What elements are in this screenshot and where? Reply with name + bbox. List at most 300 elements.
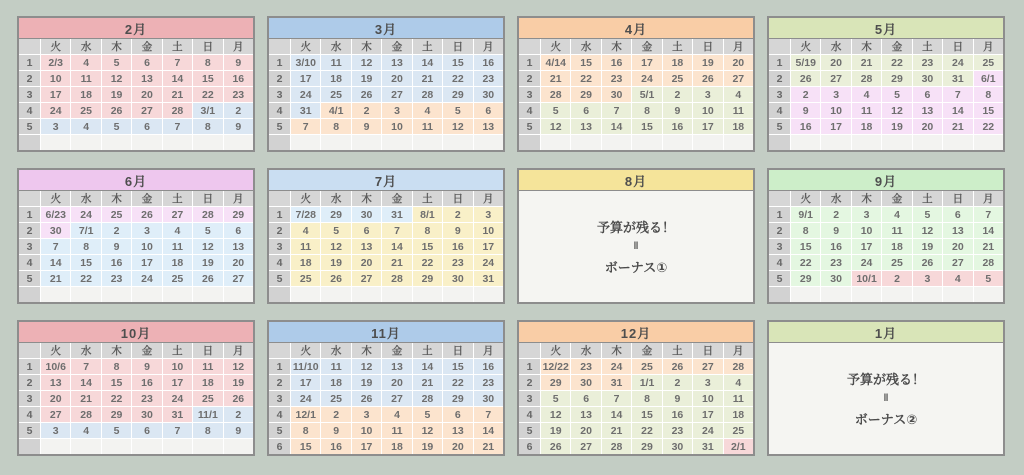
date-cell: 29 bbox=[321, 207, 350, 222]
date-cell: 27 bbox=[382, 391, 411, 406]
date-cell: 3 bbox=[382, 103, 411, 118]
date-cell: 18 bbox=[724, 407, 753, 422]
day-header-cell: 日 bbox=[943, 39, 972, 54]
date-cell: 28 bbox=[71, 407, 100, 422]
empty-cell bbox=[852, 287, 881, 302]
empty-cell bbox=[413, 287, 442, 302]
date-cell: 28 bbox=[413, 391, 442, 406]
note-line: 予算が残る！ bbox=[846, 372, 925, 387]
oct-month-header bbox=[19, 322, 253, 343]
date-cell: 30 bbox=[602, 87, 631, 102]
date-cell: 16 bbox=[443, 239, 472, 254]
date-cell: 15 bbox=[632, 119, 661, 134]
day-header-cell: 月 bbox=[474, 343, 503, 358]
day-header-cell: 日 bbox=[443, 39, 472, 54]
day-header-cell: 水 bbox=[321, 343, 350, 358]
day-header-cell: 火 bbox=[41, 191, 70, 206]
date-cell: 29 bbox=[571, 87, 600, 102]
date-cell: 22 bbox=[571, 71, 600, 86]
month-title: 7月 bbox=[374, 173, 398, 189]
date-cell: 16 bbox=[132, 375, 161, 390]
date-cell: 11 bbox=[163, 239, 192, 254]
day-header-cell: 日 bbox=[693, 39, 722, 54]
week-number-cell: 3 bbox=[19, 239, 40, 254]
date-cell: 2 bbox=[663, 87, 692, 102]
date-cell: 19 bbox=[321, 255, 350, 270]
week-number-cell: 3 bbox=[269, 391, 290, 406]
date-cell: 12 bbox=[224, 359, 253, 374]
date-cell: 9 bbox=[443, 223, 472, 238]
day-header-cell: 木 bbox=[102, 191, 131, 206]
empty-cell bbox=[193, 135, 222, 150]
week-number-cell: 1 bbox=[19, 359, 40, 374]
oct-table bbox=[19, 343, 253, 454]
date-cell: 2 bbox=[443, 207, 472, 222]
date-cell: 27 bbox=[693, 359, 722, 374]
empty-cell bbox=[132, 439, 161, 454]
date-cell: 10 bbox=[41, 71, 70, 86]
date-cell: 17 bbox=[132, 255, 161, 270]
empty-cell bbox=[41, 135, 70, 150]
corner-cell bbox=[19, 343, 40, 358]
empty-cell bbox=[821, 135, 850, 150]
empty-cell bbox=[474, 135, 503, 150]
empty-cell bbox=[382, 135, 411, 150]
date-cell: 18 bbox=[321, 71, 350, 86]
date-cell: 7 bbox=[71, 359, 100, 374]
date-cell: 10 bbox=[132, 239, 161, 254]
date-cell: 26 bbox=[693, 71, 722, 86]
date-cell: 11 bbox=[413, 119, 442, 134]
date-cell: 21 bbox=[413, 71, 442, 86]
day-header-cell: 土 bbox=[913, 39, 942, 54]
date-cell: 18 bbox=[724, 119, 753, 134]
date-cell: 29 bbox=[443, 391, 472, 406]
empty-cell bbox=[163, 439, 192, 454]
date-cell: 26 bbox=[102, 103, 131, 118]
date-cell: 4 bbox=[71, 119, 100, 134]
date-cell: 10 bbox=[852, 223, 881, 238]
date-cell: 22 bbox=[974, 119, 1003, 134]
date-cell: 10/1 bbox=[852, 271, 881, 286]
date-cell: 23 bbox=[443, 255, 472, 270]
calendar-mar bbox=[267, 16, 505, 152]
date-cell: 2 bbox=[663, 375, 692, 390]
date-cell: 5 bbox=[541, 103, 570, 118]
day-header-cell: 木 bbox=[852, 39, 881, 54]
may-table bbox=[769, 39, 1003, 150]
day-header-cell: 日 bbox=[693, 343, 722, 358]
date-cell: 7/1 bbox=[71, 223, 100, 238]
mar-table bbox=[269, 39, 503, 150]
date-cell: 14 bbox=[413, 359, 442, 374]
week-number-cell: 1 bbox=[519, 55, 540, 70]
empty-cell bbox=[663, 135, 692, 150]
date-cell: 16 bbox=[102, 255, 131, 270]
day-header-cell: 日 bbox=[443, 191, 472, 206]
date-cell: 8 bbox=[193, 423, 222, 438]
jan-note bbox=[769, 343, 1003, 454]
day-header-cell: 月 bbox=[224, 39, 253, 54]
date-cell: 8 bbox=[791, 223, 820, 238]
calendar-jan bbox=[767, 320, 1005, 456]
date-cell: 2 bbox=[791, 87, 820, 102]
date-cell: 4/14 bbox=[541, 55, 570, 70]
empty-cell bbox=[193, 287, 222, 302]
day-header-cell: 火 bbox=[291, 343, 320, 358]
day-header-cell: 木 bbox=[852, 191, 881, 206]
day-header-cell: 火 bbox=[541, 39, 570, 54]
week-number-cell bbox=[269, 135, 290, 150]
empty-cell bbox=[102, 439, 131, 454]
date-cell: 27 bbox=[132, 103, 161, 118]
date-cell: 1/1 bbox=[632, 375, 661, 390]
date-cell: 2 bbox=[321, 407, 350, 422]
date-cell: 25 bbox=[321, 391, 350, 406]
calendar-may bbox=[767, 16, 1005, 152]
empty-cell bbox=[632, 135, 661, 150]
date-cell: 15 bbox=[443, 359, 472, 374]
day-header-cell: 月 bbox=[724, 39, 753, 54]
date-cell: 28 bbox=[974, 255, 1003, 270]
empty-cell bbox=[224, 135, 253, 150]
week-number-cell: 3 bbox=[269, 87, 290, 102]
date-cell: 11 bbox=[321, 55, 350, 70]
date-cell: 26 bbox=[193, 271, 222, 286]
date-cell: 4/1 bbox=[321, 103, 350, 118]
date-cell: 4 bbox=[382, 407, 411, 422]
date-cell: 4 bbox=[724, 87, 753, 102]
empty-cell bbox=[882, 135, 911, 150]
date-cell: 27 bbox=[224, 271, 253, 286]
date-cell: 14 bbox=[602, 119, 631, 134]
date-cell: 27 bbox=[571, 439, 600, 454]
date-cell: 18 bbox=[852, 119, 881, 134]
week-number-cell: 4 bbox=[19, 255, 40, 270]
date-cell: 18 bbox=[882, 239, 911, 254]
date-cell: 3 bbox=[41, 423, 70, 438]
date-cell: 7 bbox=[163, 119, 192, 134]
date-cell: 14 bbox=[71, 375, 100, 390]
day-header-cell: 金 bbox=[882, 39, 911, 54]
date-cell: 2/3 bbox=[41, 55, 70, 70]
week-number-cell: 5 bbox=[269, 271, 290, 286]
date-cell: 9 bbox=[102, 239, 131, 254]
day-header-cell: 水 bbox=[821, 39, 850, 54]
empty-cell bbox=[821, 287, 850, 302]
date-cell: 7/28 bbox=[291, 207, 320, 222]
date-cell: 17 bbox=[632, 55, 661, 70]
date-cell: 12 bbox=[541, 407, 570, 422]
week-number-cell: 3 bbox=[519, 391, 540, 406]
date-cell: 27 bbox=[41, 407, 70, 422]
date-cell: 8 bbox=[974, 87, 1003, 102]
date-cell: 20 bbox=[382, 375, 411, 390]
date-cell: 25 bbox=[882, 255, 911, 270]
date-cell: 2 bbox=[882, 271, 911, 286]
date-cell: 30 bbox=[443, 271, 472, 286]
corner-cell bbox=[769, 39, 790, 54]
date-cell: 5 bbox=[321, 223, 350, 238]
day-header-cell: 金 bbox=[382, 191, 411, 206]
date-cell: 18 bbox=[291, 255, 320, 270]
empty-cell bbox=[71, 439, 100, 454]
date-cell: 23 bbox=[474, 71, 503, 86]
month-title: 12月 bbox=[620, 325, 652, 341]
date-cell: 30 bbox=[474, 87, 503, 102]
date-cell: 24 bbox=[632, 71, 661, 86]
empty-cell bbox=[102, 135, 131, 150]
empty-cell bbox=[474, 287, 503, 302]
apr-month-header bbox=[519, 18, 753, 39]
date-cell: 4 bbox=[163, 223, 192, 238]
date-cell: 4 bbox=[413, 103, 442, 118]
day-header-cell: 水 bbox=[571, 343, 600, 358]
date-cell: 16 bbox=[791, 119, 820, 134]
date-cell: 23 bbox=[821, 255, 850, 270]
week-number-cell: 2 bbox=[19, 71, 40, 86]
date-cell: 31 bbox=[291, 103, 320, 118]
note-line: 予算が残る！ bbox=[596, 220, 675, 235]
date-cell: 9 bbox=[224, 119, 253, 134]
week-number-cell bbox=[769, 287, 790, 302]
date-cell: 24 bbox=[41, 103, 70, 118]
date-cell: 31 bbox=[474, 271, 503, 286]
date-cell: 9/1 bbox=[791, 207, 820, 222]
date-cell: 13 bbox=[474, 119, 503, 134]
date-cell: 12 bbox=[913, 223, 942, 238]
date-cell: 25 bbox=[291, 271, 320, 286]
corner-cell bbox=[769, 191, 790, 206]
date-cell: 30 bbox=[571, 375, 600, 390]
day-header-cell: 木 bbox=[602, 343, 631, 358]
date-cell: 4 bbox=[71, 55, 100, 70]
date-cell: 5 bbox=[974, 271, 1003, 286]
date-cell: 30 bbox=[663, 439, 692, 454]
week-number-cell: 4 bbox=[769, 103, 790, 118]
empty-cell bbox=[413, 135, 442, 150]
sep-month-header bbox=[769, 170, 1003, 191]
date-cell: 9 bbox=[663, 391, 692, 406]
date-cell: 9 bbox=[663, 103, 692, 118]
date-cell: 14 bbox=[413, 55, 442, 70]
day-header-cell: 月 bbox=[474, 39, 503, 54]
date-cell: 12 bbox=[352, 359, 381, 374]
date-cell: 11 bbox=[321, 359, 350, 374]
day-header-cell: 金 bbox=[382, 39, 411, 54]
date-cell: 13 bbox=[443, 423, 472, 438]
week-number-cell: 3 bbox=[769, 239, 790, 254]
date-cell: 2 bbox=[352, 103, 381, 118]
date-cell: 29 bbox=[882, 71, 911, 86]
date-cell: 12 bbox=[413, 423, 442, 438]
note-line: ボーナス① bbox=[604, 260, 668, 275]
day-header-cell: 土 bbox=[163, 343, 192, 358]
day-header-cell: 火 bbox=[541, 343, 570, 358]
date-cell: 17 bbox=[163, 375, 192, 390]
date-cell: 24 bbox=[132, 271, 161, 286]
week-number-cell: 6 bbox=[519, 439, 540, 454]
day-header-cell: 火 bbox=[791, 191, 820, 206]
day-header-cell: 月 bbox=[474, 191, 503, 206]
date-cell: 5 bbox=[541, 391, 570, 406]
date-cell: 23 bbox=[132, 391, 161, 406]
date-cell: 28 bbox=[602, 439, 631, 454]
date-cell: 17 bbox=[821, 119, 850, 134]
date-cell: 10 bbox=[693, 103, 722, 118]
week-number-cell: 4 bbox=[269, 103, 290, 118]
month-title: 1月 bbox=[874, 325, 898, 341]
day-header-cell: 月 bbox=[974, 39, 1003, 54]
date-cell: 23 bbox=[571, 359, 600, 374]
date-cell: 19 bbox=[693, 55, 722, 70]
date-cell: 27 bbox=[724, 71, 753, 86]
date-cell: 13 bbox=[352, 239, 381, 254]
date-cell: 5 bbox=[102, 55, 131, 70]
date-cell: 6/23 bbox=[41, 207, 70, 222]
date-cell: 18 bbox=[663, 55, 692, 70]
week-number-cell: 4 bbox=[19, 103, 40, 118]
week-number-cell: 6 bbox=[269, 439, 290, 454]
date-cell: 22 bbox=[443, 375, 472, 390]
date-cell: 2 bbox=[102, 223, 131, 238]
date-cell: 9 bbox=[821, 223, 850, 238]
date-cell: 2 bbox=[224, 103, 253, 118]
day-header-cell: 土 bbox=[663, 343, 692, 358]
date-cell: 17 bbox=[693, 119, 722, 134]
date-cell: 24 bbox=[71, 207, 100, 222]
date-cell: 17 bbox=[291, 375, 320, 390]
date-cell: 19 bbox=[102, 87, 131, 102]
date-cell: 16 bbox=[474, 55, 503, 70]
date-cell: 15 bbox=[974, 103, 1003, 118]
date-cell: 15 bbox=[571, 55, 600, 70]
date-cell: 31 bbox=[163, 407, 192, 422]
nov-table bbox=[269, 343, 503, 454]
date-cell: 9 bbox=[791, 103, 820, 118]
date-cell: 27 bbox=[821, 71, 850, 86]
date-cell: 9 bbox=[224, 423, 253, 438]
date-cell: 23 bbox=[102, 271, 131, 286]
date-cell: 12 bbox=[541, 119, 570, 134]
date-cell: 7 bbox=[974, 207, 1003, 222]
date-cell: 8 bbox=[413, 223, 442, 238]
date-cell: 15 bbox=[443, 55, 472, 70]
date-cell: 11 bbox=[291, 239, 320, 254]
day-header-cell: 土 bbox=[163, 191, 192, 206]
week-number-cell: 4 bbox=[519, 103, 540, 118]
date-cell: 8 bbox=[193, 55, 222, 70]
date-cell: 12 bbox=[882, 103, 911, 118]
day-header-cell: 金 bbox=[632, 39, 661, 54]
date-cell: 19 bbox=[913, 239, 942, 254]
date-cell: 10 bbox=[163, 359, 192, 374]
date-cell: 17 bbox=[474, 239, 503, 254]
date-cell: 15 bbox=[632, 407, 661, 422]
date-cell: 11 bbox=[724, 103, 753, 118]
month-title: 6月 bbox=[124, 173, 148, 189]
empty-cell bbox=[913, 287, 942, 302]
date-cell: 17 bbox=[693, 407, 722, 422]
date-cell: 10 bbox=[821, 103, 850, 118]
date-cell: 8 bbox=[193, 119, 222, 134]
date-cell: 23 bbox=[474, 375, 503, 390]
week-number-cell: 1 bbox=[269, 55, 290, 70]
date-cell: 28 bbox=[413, 87, 442, 102]
week-number-cell: 2 bbox=[769, 71, 790, 86]
empty-cell bbox=[974, 135, 1003, 150]
empty-cell bbox=[193, 439, 222, 454]
date-cell: 30 bbox=[41, 223, 70, 238]
calendar-feb bbox=[17, 16, 255, 152]
date-cell: 21 bbox=[852, 55, 881, 70]
week-number-cell: 5 bbox=[769, 119, 790, 134]
day-header-cell: 月 bbox=[724, 343, 753, 358]
day-header-cell: 火 bbox=[791, 39, 820, 54]
date-cell: 22 bbox=[632, 423, 661, 438]
week-number-cell: 4 bbox=[19, 407, 40, 422]
date-cell: 15 bbox=[791, 239, 820, 254]
date-cell: 4 bbox=[882, 207, 911, 222]
empty-cell bbox=[102, 287, 131, 302]
date-cell: 8 bbox=[321, 119, 350, 134]
day-header-cell: 水 bbox=[71, 343, 100, 358]
month-title: 2月 bbox=[124, 21, 148, 37]
date-cell: 2 bbox=[821, 207, 850, 222]
week-number-cell: 4 bbox=[519, 407, 540, 422]
date-cell: 21 bbox=[382, 255, 411, 270]
jun-month-header bbox=[19, 170, 253, 191]
corner-cell bbox=[269, 39, 290, 54]
date-cell: 20 bbox=[352, 255, 381, 270]
date-cell: 26 bbox=[791, 71, 820, 86]
day-header-cell: 日 bbox=[443, 343, 472, 358]
date-cell: 9 bbox=[321, 423, 350, 438]
date-cell: 27 bbox=[352, 271, 381, 286]
date-cell: 11 bbox=[852, 103, 881, 118]
date-cell: 6 bbox=[443, 407, 472, 422]
week-number-cell: 3 bbox=[19, 391, 40, 406]
dec-month-header bbox=[519, 322, 753, 343]
empty-cell bbox=[693, 135, 722, 150]
date-cell: 20 bbox=[224, 255, 253, 270]
date-cell: 13 bbox=[41, 375, 70, 390]
feb-table bbox=[19, 39, 253, 150]
date-cell: 11 bbox=[882, 223, 911, 238]
date-cell: 29 bbox=[224, 207, 253, 222]
day-header-cell: 金 bbox=[382, 343, 411, 358]
jun-table bbox=[19, 191, 253, 302]
date-cell: 19 bbox=[413, 439, 442, 454]
date-cell: 22 bbox=[443, 71, 472, 86]
date-cell: 3/10 bbox=[291, 55, 320, 70]
date-cell: 8 bbox=[71, 239, 100, 254]
day-header-cell: 日 bbox=[943, 191, 972, 206]
date-cell: 7 bbox=[602, 103, 631, 118]
date-cell: 9 bbox=[352, 119, 381, 134]
date-cell: 31 bbox=[382, 207, 411, 222]
day-header-cell: 金 bbox=[132, 39, 161, 54]
empty-cell bbox=[571, 135, 600, 150]
empty-cell bbox=[382, 287, 411, 302]
date-cell: 12/22 bbox=[542, 360, 569, 373]
day-header-cell: 火 bbox=[41, 343, 70, 358]
sep-table bbox=[769, 191, 1003, 302]
date-cell: 8 bbox=[102, 359, 131, 374]
day-header-cell: 金 bbox=[132, 343, 161, 358]
date-cell: 17 bbox=[352, 439, 381, 454]
date-cell: 10 bbox=[693, 391, 722, 406]
